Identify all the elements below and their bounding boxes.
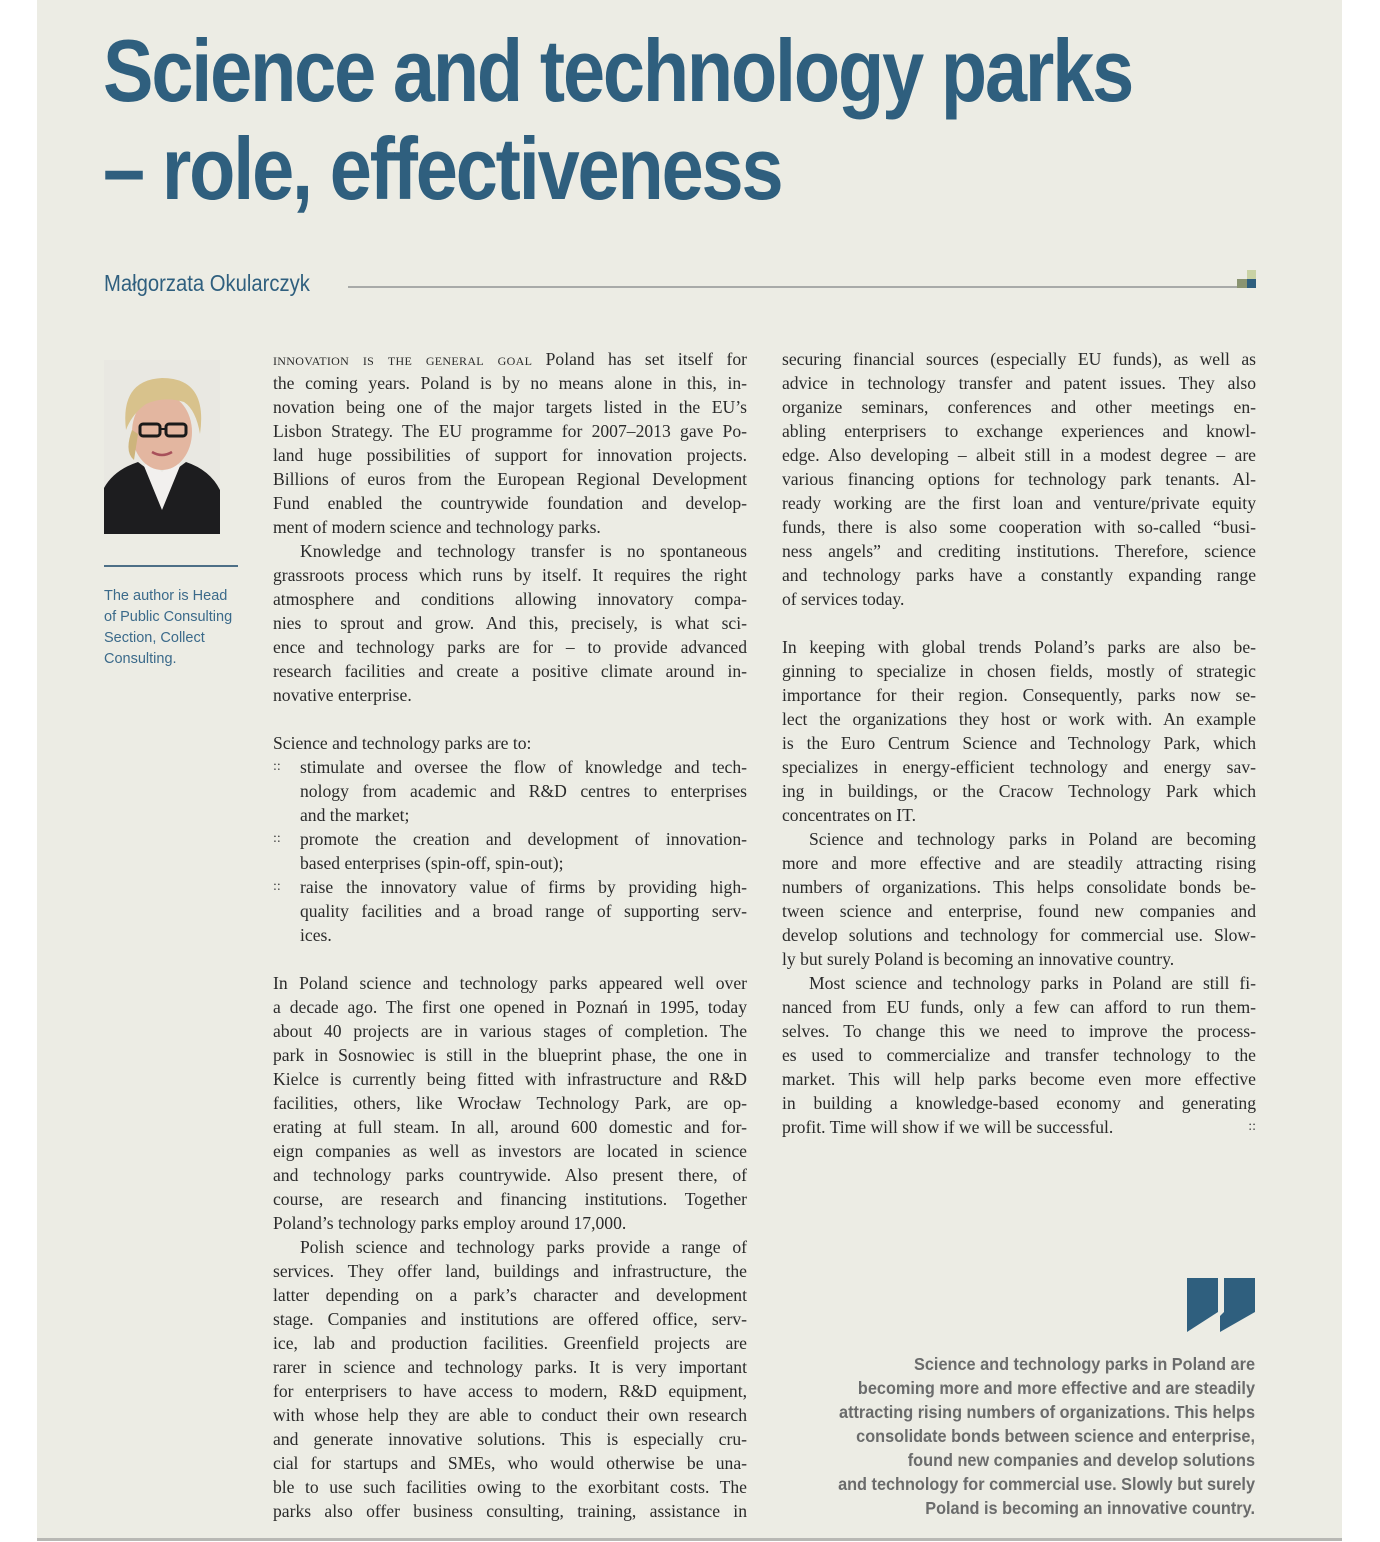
line-text: In keeping with global trends Poland’s parks are also be- xyxy=(782,637,1256,657)
line-text: land huge possibilities of support for innovation projects. xyxy=(273,445,747,465)
text-line xyxy=(273,1283,747,1307)
text-line xyxy=(782,443,1256,467)
text-line xyxy=(782,491,1256,515)
line-text: ness angels” and crediting institutions. Therefore, science xyxy=(782,541,1256,561)
line-text: Knowledge and technology transfer is no spontaneous xyxy=(300,541,747,561)
pull-quote-line: attracting rising numbers of organizations. This helps xyxy=(839,1402,1255,1422)
text-line xyxy=(273,1355,747,1379)
line-text: research facilities and create a positive climate around in- xyxy=(273,661,747,681)
line-text: latter depending on a park’s character and development xyxy=(273,1285,747,1305)
text-line xyxy=(273,1379,747,1403)
text-line xyxy=(782,1091,1256,1115)
line-text: ing in buildings, or the Cracow Technology Park which xyxy=(782,781,1256,801)
line-text: of services today. xyxy=(782,589,905,609)
bio-divider xyxy=(104,565,238,567)
text-line xyxy=(273,1235,747,1259)
line-text: edge. Also developing – albeit still in a modest degree – are xyxy=(782,445,1256,465)
text-line xyxy=(273,1259,747,1283)
paragraph-gap xyxy=(782,611,1256,635)
text-line xyxy=(273,611,747,635)
text-line xyxy=(273,995,747,1019)
portrait-photo-icon xyxy=(104,360,220,534)
text-line xyxy=(273,491,747,515)
end-of-article-icon: :: xyxy=(1248,1119,1256,1134)
line-text: cial for startups and SMEs, who would otherwise be una- xyxy=(273,1453,747,1473)
line-text: Poland’s technology parks employ around 17,000. xyxy=(273,1213,627,1233)
text-line xyxy=(782,1019,1256,1043)
text-line xyxy=(273,539,747,563)
bullet-line: and the market; xyxy=(300,805,410,825)
text-line xyxy=(782,683,1256,707)
line-text: course, are research and financing institutions. Together xyxy=(273,1189,747,1209)
line-text: grassroots process which runs by itself. It requires the right xyxy=(273,565,747,585)
logo-square-blue xyxy=(1247,279,1256,288)
bullet-marker-icon: :: xyxy=(273,759,281,774)
text-line xyxy=(782,851,1256,875)
bullet-line: raise the innovatory value of firms by providing high- xyxy=(300,877,747,897)
line-text: concentrates on IT. xyxy=(782,805,917,825)
bullet-item xyxy=(273,875,747,947)
line-text: In Poland science and technology parks appeared well over xyxy=(273,973,747,993)
text-line xyxy=(782,875,1256,899)
text-line xyxy=(782,1115,1256,1139)
text-line xyxy=(782,1067,1256,1091)
line-text: abling enterprisers to exchange experiences and knowl- xyxy=(782,421,1256,441)
text-line xyxy=(782,395,1256,419)
text-line xyxy=(273,635,747,659)
text-line xyxy=(782,371,1256,395)
body-column-right xyxy=(782,347,1256,1139)
text-line xyxy=(273,587,747,611)
text-line xyxy=(782,947,1256,971)
line-text: and technology parks countrywide. Also present there, of xyxy=(273,1165,747,1185)
line-text: atmosphere and conditions allowing innovatory compa- xyxy=(273,589,747,609)
text-line xyxy=(273,683,747,707)
line-text: a decade ago. The first one opened in Poznań in 1995, today xyxy=(273,997,747,1017)
text-line xyxy=(782,587,1256,611)
line-text: Poland has set itself for xyxy=(532,349,747,369)
text-line xyxy=(273,1331,747,1355)
text-line xyxy=(782,347,1256,371)
text-line xyxy=(273,731,747,755)
text-line xyxy=(782,923,1256,947)
text-line xyxy=(782,1043,1256,1067)
bullet-line: quality facilities and a broad range of supporting serv- xyxy=(300,901,747,921)
text-line xyxy=(273,971,747,995)
line-text: park in Sosnowiec is still in the blueprint phase, the one in xyxy=(273,1045,747,1065)
pull-quote-line: Science and technology parks in Poland are xyxy=(914,1354,1255,1374)
line-text: Lisbon Strategy. The EU programme for 2007–2013 gave Po- xyxy=(273,421,747,441)
logo-square-light xyxy=(1247,270,1256,279)
line-text: specializes in energy-efficient technology and energy sav- xyxy=(782,757,1256,777)
line-text: facilities, others, like Wrocław Technology Park, are op- xyxy=(273,1093,747,1113)
article-title xyxy=(103,22,1132,218)
text-line xyxy=(782,659,1256,683)
bullet-line: based enterprises (spin-off, spin-out); xyxy=(300,853,564,873)
text-line xyxy=(782,971,1256,995)
line-text: the coming years. Poland is by no means alone in this, in- xyxy=(273,373,747,393)
text-line xyxy=(273,1067,747,1091)
line-text: nies to sprout and grow. And this, precisely, is what sci- xyxy=(273,613,747,633)
line-text: for enterprisers to have access to modern, R&D equipment, xyxy=(273,1381,747,1401)
text-line xyxy=(782,779,1256,803)
line-text: nanced from EU funds, only a few can afford to run them- xyxy=(782,997,1256,1017)
line-text: services. They offer land, buildings and infrastructure, the xyxy=(273,1261,747,1281)
pull-quote-line: found new companies and develop solutions xyxy=(907,1450,1255,1470)
closing-quote-icon xyxy=(1187,1278,1255,1332)
line-text: and technology parks have a constantly expanding range xyxy=(782,565,1256,585)
pull-quote-line: becoming more and more effective and are steadily xyxy=(857,1378,1255,1398)
line-text: market. This will help parks become even more effective xyxy=(782,1069,1256,1089)
line-text: Science and technology parks are to: xyxy=(273,733,532,753)
body-column-left xyxy=(273,347,747,1523)
text-line xyxy=(273,467,747,491)
line-text: es used to commercialize and transfer technology to the xyxy=(782,1045,1256,1065)
line-text: is the Euro Centrum Science and Technology Park, which xyxy=(782,733,1256,753)
pull-quote-line: consolidate bonds between science and enterprise, xyxy=(856,1426,1255,1446)
line-text: Kielce is currently being fitted with infrastructure and R&D xyxy=(273,1069,747,1089)
text-line xyxy=(782,899,1256,923)
text-line xyxy=(273,1163,747,1187)
line-text: develop solutions and technology for commercial use. Slow- xyxy=(782,925,1256,945)
line-text: numbers of organizations. This helps consolidate bonds be- xyxy=(782,877,1256,897)
text-line xyxy=(782,467,1256,491)
bio-line: Consulting. xyxy=(104,651,177,667)
line-text: ment of modern science and technology parks. xyxy=(273,517,601,537)
text-line xyxy=(273,1019,747,1043)
bio-line: Section, Collect xyxy=(104,630,205,646)
line-text: eign companies as well as investors are located in science xyxy=(273,1141,747,1161)
line-text: securing financial sources (especially EU funds), as well as xyxy=(782,349,1256,369)
line-text: lect the organizations they host or work with. An example xyxy=(782,709,1256,729)
line-text: ready working are the first loan and venture/private equity xyxy=(782,493,1256,513)
paragraph-gap xyxy=(273,707,747,731)
lead-in-smallcaps: innovation is the general goal xyxy=(273,349,533,369)
line-text: tween science and enterprise, found new companies and xyxy=(782,901,1256,921)
line-text: Fund enabled the countrywide foundation and develop- xyxy=(273,493,747,513)
line-text: more and more effective and are steadily attracting rising xyxy=(782,853,1256,873)
line-text: importance for their region. Consequently, parks now se- xyxy=(782,685,1256,705)
line-text: and generate innovative solutions. This is especially cru- xyxy=(273,1429,747,1449)
bullet-item xyxy=(273,755,747,827)
text-line xyxy=(273,1475,747,1499)
author-portrait xyxy=(104,360,220,534)
line-text: various financing options for technology park tenants. Al- xyxy=(782,469,1256,489)
line-text: rarer in science and technology parks. It is very important xyxy=(273,1357,747,1377)
text-line xyxy=(273,1043,747,1067)
line-text: ice, lab and production facilities. Greenfield projects are xyxy=(273,1333,747,1353)
text-line xyxy=(273,1307,747,1331)
logo-square-olive xyxy=(1237,279,1247,288)
text-line xyxy=(273,515,747,539)
text-line xyxy=(273,1211,747,1235)
line-text: ence and technology parks are for – to provide advanced xyxy=(273,637,747,657)
line-text: about 40 projects are in various stages of completion. The xyxy=(273,1021,747,1041)
line-text: parks also offer business consulting, training, assistance in xyxy=(273,1501,747,1521)
text-line xyxy=(782,827,1256,851)
text-line xyxy=(273,371,747,395)
bullet-line: stimulate and oversee the flow of knowledge and tech- xyxy=(300,757,747,777)
text-line xyxy=(273,1187,747,1211)
text-line xyxy=(782,995,1256,1019)
line-text: advice in technology transfer and patent issues. They also xyxy=(782,373,1256,393)
pull-quote xyxy=(800,1352,1255,1520)
line-text: Polish science and technology parks provide a range of xyxy=(300,1237,747,1257)
paragraph-gap xyxy=(273,947,747,971)
text-line xyxy=(782,515,1256,539)
text-line xyxy=(273,1403,747,1427)
line-text: ly but surely Poland is becoming an innovative country. xyxy=(782,949,1175,969)
line-text: organize seminars, conferences and other meetings en- xyxy=(782,397,1256,417)
line-text: with whose help they are able to conduct their own research xyxy=(273,1405,747,1425)
text-line xyxy=(782,635,1256,659)
text-line xyxy=(782,539,1256,563)
line-text: profit. Time will show if we will be successful. xyxy=(782,1117,1114,1137)
bio-line: of Public Consulting xyxy=(104,609,233,625)
bullet-marker-icon: :: xyxy=(273,879,281,894)
text-line xyxy=(273,395,747,419)
text-line xyxy=(782,707,1256,731)
text-line xyxy=(273,347,747,371)
text-line xyxy=(782,731,1256,755)
bullet-item xyxy=(273,827,747,875)
text-line xyxy=(782,803,1256,827)
title-line-2: – role, effectiveness xyxy=(103,119,782,218)
text-line xyxy=(273,1115,747,1139)
bullet-line: promote the creation and development of innovation- xyxy=(300,829,747,849)
line-text: Most science and technology parks in Poland are still fi- xyxy=(809,973,1256,993)
text-line xyxy=(273,1499,747,1523)
text-line xyxy=(273,1139,747,1163)
bullet-line: ices. xyxy=(300,925,332,945)
pull-quote-line: and technology for commercial use. Slowly but surely xyxy=(838,1474,1255,1494)
title-line-1: Science and technology parks xyxy=(103,21,1133,120)
author-name: Małgorzata Okularczyk xyxy=(104,270,310,296)
line-text: stage. Companies and institutions are offered office, serv- xyxy=(273,1309,747,1329)
bottom-rule xyxy=(37,1538,1342,1541)
text-line xyxy=(273,1091,747,1115)
bullet-line: nology from academic and R&D centres to enterprises xyxy=(300,781,747,801)
line-text: ginning to specialize in chosen fields, mostly of strategic xyxy=(782,661,1256,681)
text-line xyxy=(782,755,1256,779)
line-text: selves. To change this we need to improve the process- xyxy=(782,1021,1256,1041)
byline-divider xyxy=(348,286,1240,288)
text-line xyxy=(273,1427,747,1451)
line-text: ble to use such facilities owing to the exorbitant costs. The xyxy=(273,1477,747,1497)
line-text: erating at full steam. In all, around 600 domestic and for- xyxy=(273,1117,747,1137)
text-line xyxy=(273,419,747,443)
byline xyxy=(104,270,1256,300)
bio-line: The author is Head xyxy=(104,588,228,604)
text-line xyxy=(273,563,747,587)
text-line xyxy=(273,1451,747,1475)
text-line xyxy=(782,563,1256,587)
text-line xyxy=(273,659,747,683)
text-line xyxy=(273,443,747,467)
text-line xyxy=(782,419,1256,443)
bullet-marker-icon: :: xyxy=(273,831,281,846)
author-bio xyxy=(104,586,244,670)
squares-logo-icon xyxy=(1237,270,1257,290)
line-text: novation being one of the major targets listed in the EU’s xyxy=(273,397,747,417)
line-text: Billions of euros from the European Regional Development xyxy=(273,469,747,489)
pull-quote-line: Poland is becoming an innovative country. xyxy=(925,1498,1255,1518)
line-text: funds, there is also some cooperation with so-called “busi- xyxy=(782,517,1256,537)
line-text: in building a knowledge-based economy and generating xyxy=(782,1093,1256,1113)
line-text: novative enterprise. xyxy=(273,685,412,705)
line-text: Science and technology parks in Poland are becoming xyxy=(809,829,1256,849)
